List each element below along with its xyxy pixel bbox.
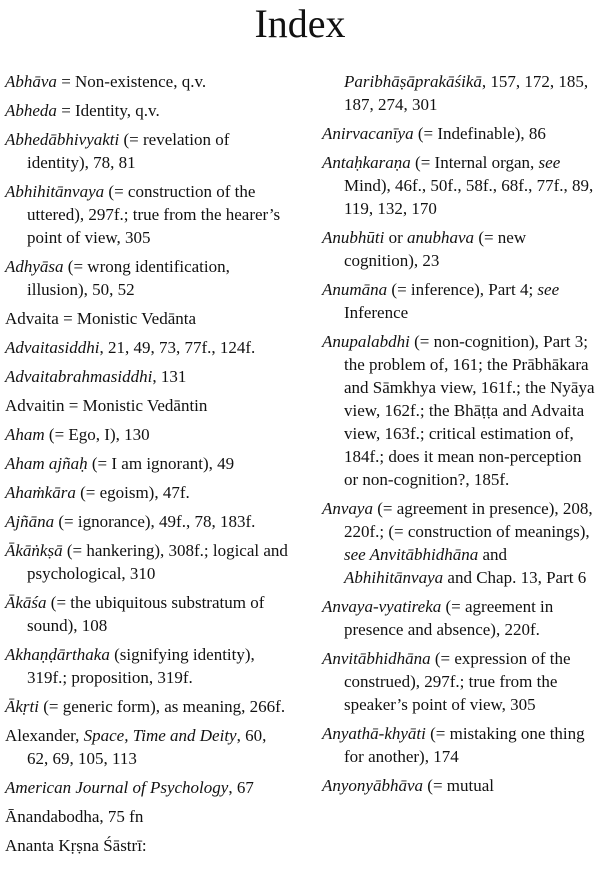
index-entry: Ākāṅkṣā (= hankering), 308f.; logical and psychological, 310 xyxy=(5,541,288,583)
index-entry: Abheda = Identity, q.v. xyxy=(5,101,160,120)
index-entry: Anvitābhidhāna (= expression of the construed), 297f.; true from the speaker’s point of view, 305 xyxy=(322,649,571,714)
index-entry: Ānandabodha, 75 fn xyxy=(5,807,144,826)
index-entry: Advaitasiddhi, 21, 49, 73, 77f., 124f. xyxy=(5,338,256,357)
index-entry: Ākṛti (= generic form), as meaning, 266f. xyxy=(5,697,286,716)
index-entry: Ahaṁkāra (= egoism), 47f. xyxy=(5,483,190,502)
index-entry: Adhyāsa (= wrong identification, illusion), 50, 52 xyxy=(5,257,230,299)
index-entry: Anubhūti or anubhava (= new cognition), 23 xyxy=(322,228,527,270)
index-entry: Anumāna (= inference), Part 4; see Inference xyxy=(322,280,560,322)
index-entry: Anyonyābhāva (= mutual xyxy=(322,776,494,795)
index-entry: Paribhāṣāprakāśikā, 157, 172, 185, 187, 274, 301 xyxy=(344,72,589,114)
index-entry: Advaitabrahmasiddhi, 131 xyxy=(5,367,187,386)
index-entry: American Journal of Psychology, 67 xyxy=(5,778,254,797)
index-entry: Anvaya (= agreement in presence), 208, 220f.; (= construction of meanings), see Anvitābhidhāna and Abhihitānvaya and Chap. 13, Part 6 xyxy=(322,499,593,587)
index-entry: Anyathā-khyāti (= mistaking one thing for another), 174 xyxy=(322,724,585,766)
index-entry: Ajñāna (= ignorance), 49f., 78, 183f. xyxy=(5,512,256,531)
index-entry: Anupalabdhi (= non-cognition), Part 3; the problem of, 161; the Prābhākara and Sāmkhya view, 161f.; the Nyāya view, 162f.; the Bhāṭṭa and Advaita view, 163f.; critical estimation of, 184f.; does it mean non-perception or non-cognition?, 185f. xyxy=(322,332,595,489)
index-entry: Abhāva = Non-existence, q.v. xyxy=(5,72,207,91)
right-column xyxy=(322,70,598,803)
index-entry: Aham (= Ego, I), 130 xyxy=(5,425,150,444)
index-entry: Ākāśa (= the ubiquitous substratum of sound), 108 xyxy=(5,593,265,635)
index-entry: Advaita = Monistic Vedānta xyxy=(5,309,197,328)
index-entry: Anvaya-vyatireka (= agreement in presence and absence), 220f. xyxy=(322,597,554,639)
index-entry: Aham ajñaḥ (= I am ignorant), 49 xyxy=(5,454,235,473)
index-entry: Anirvacanīya (= Indefinable), 86 xyxy=(322,124,546,143)
index-entry: Abhihitānvaya (= construction of the uttered), 297f.; true from the hearer’s point of view, 305 xyxy=(5,182,281,247)
index-entry: Ananta Kṛṣna Śāstrī: xyxy=(5,836,147,855)
index-entry: Advaitin = Monistic Vedāntin xyxy=(5,396,208,415)
index-entry: Akhaṇḍārthaka (signifying identity), 319f.; proposition, 319f. xyxy=(5,645,255,687)
left-column xyxy=(5,70,290,863)
index-entry: Antaḥkaraṇa (= Internal organ, see Mind), 46f., 50f., 58f., 68f., 77f., 89, 119, 132, 170 xyxy=(322,153,594,218)
page-title: Index xyxy=(254,1,346,46)
index-entry: Alexander, Space, Time and Deity, 60, 62, 69, 105, 113 xyxy=(5,726,267,768)
index-entry: Abhedābhivyakti (= revelation of identity), 78, 81 xyxy=(5,130,230,172)
